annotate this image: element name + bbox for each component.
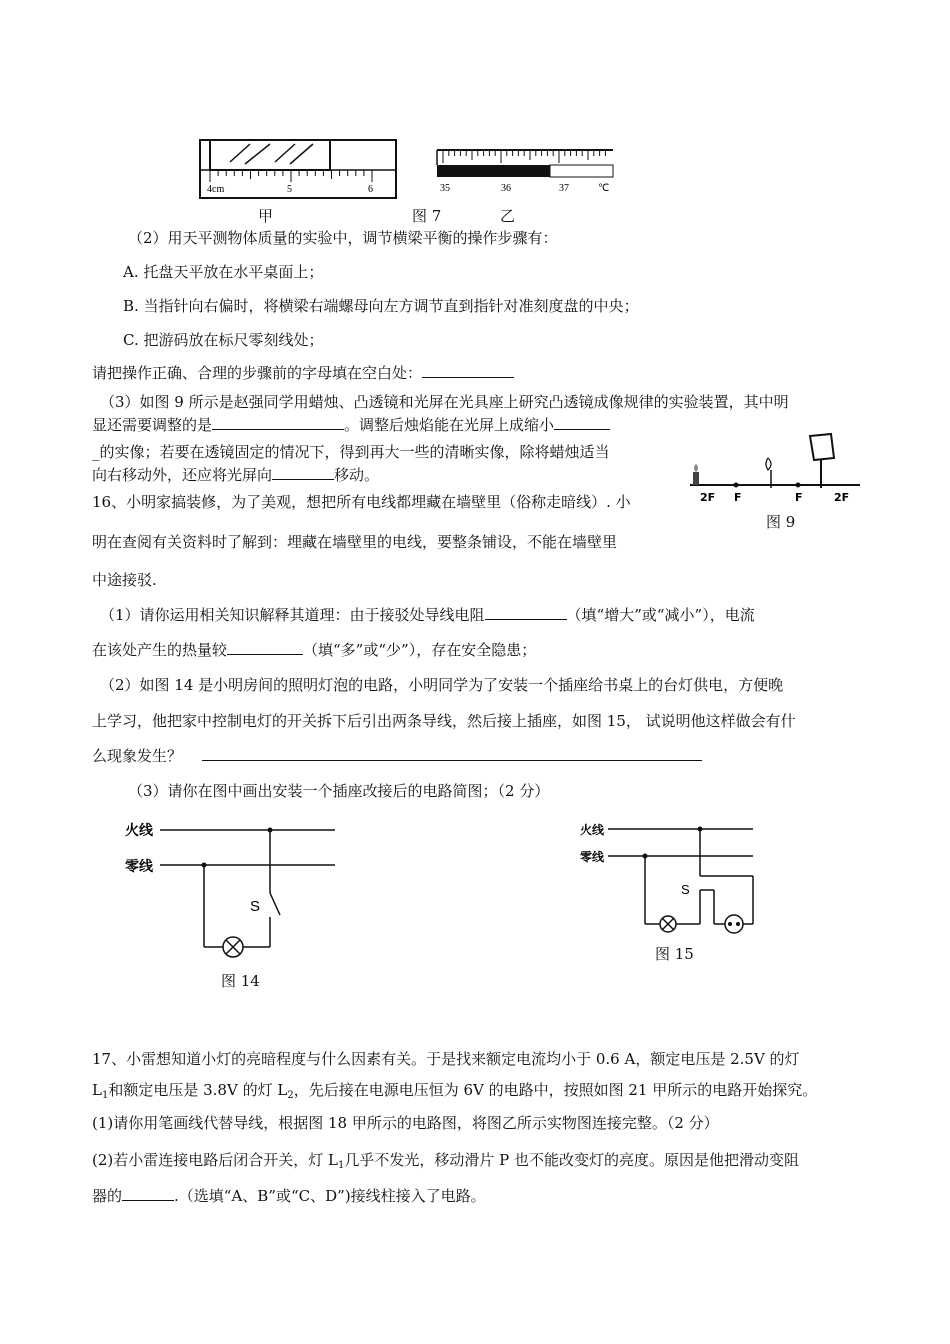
- q17-terminal-blank[interactable]: [122, 1186, 174, 1201]
- q16-line1: 16、小明家搞装修，为了美观，想把所有电线都埋藏在墙壁里（俗称走暗线）. 小: [92, 493, 631, 511]
- q17-line2a: L: [92, 1081, 102, 1099]
- q15-fill-blank[interactable]: [422, 363, 514, 378]
- q16-part2-c: 么现象发生？: [92, 747, 183, 765]
- thermo-tick-37: 37: [559, 183, 569, 194]
- q15-adjust-blank[interactable]: [212, 415, 344, 430]
- q15-option-b: B. 当指针向右偏时，将横梁右端螺母向左方调节直到指针对准刻度盘的中央；: [123, 297, 639, 315]
- fig15-lamp-icon: [660, 916, 676, 932]
- figure-7-label-b: 乙: [500, 207, 516, 225]
- figure-9-optical-bench: [688, 430, 868, 510]
- q15-part3-line1: （3）如图 9 所示是赵强同学用蜡烛、凸透镜和光屏在光具座上研究凸透镜成像规律的实验装置，其中明: [100, 393, 789, 411]
- q16-part3: （3）请你在图中画出安装一个插座改接后的电路简图；（2 分）: [128, 782, 550, 800]
- q15-part3-line4b: 移动。: [334, 466, 380, 484]
- fig9-mark-f-left: F: [734, 491, 742, 504]
- q17-part2-line1: [92, 1150, 799, 1176]
- figure-7-caption: 图 7: [412, 207, 442, 225]
- q16-part2-line1: （2）如图 14 是小明房间的照明灯泡的电路，小明同学为了安装一个插座给书桌上的台灯供电，方便晚: [100, 676, 784, 694]
- figure-14-caption: 图 14: [221, 972, 260, 990]
- ruler-tick-4cm: 4cm: [207, 184, 225, 195]
- q16-part1-a: （1）请你运用相关知识解释其道理：由于接驳处导线电阻: [100, 606, 485, 624]
- thermo-tick-36: 36: [501, 183, 511, 194]
- fig9-mark-2f-left: 2F: [700, 491, 716, 504]
- fig14-switch-label: S: [250, 898, 261, 915]
- figure-9-caption: 图 9: [766, 513, 796, 531]
- ruler-tick-6: 6: [368, 184, 373, 195]
- fig15-switch-label: S: [681, 882, 690, 897]
- q16-heat-blank[interactable]: [227, 640, 303, 655]
- q17-line1: 17、小雷想知道小灯的亮暗程度与什么因素有关。于是找来额定电流均小于 0.6 A，额定电压是 2.5V 的灯: [92, 1050, 800, 1068]
- fig14-lamp-icon: [223, 937, 243, 957]
- q16-resistance-blank[interactable]: [485, 605, 567, 620]
- q16-line3: 中途接驳.: [92, 571, 157, 589]
- fig9-mark-f-right: F: [795, 491, 803, 504]
- q16-part1-line2: [92, 640, 536, 660]
- q15-screen-blank[interactable]: [272, 465, 334, 480]
- q16-part1-d: （填“多”或“少”），存在安全隐患；: [303, 641, 537, 659]
- q16-part1-line1: [100, 605, 755, 625]
- fig9-mark-2f-right: 2F: [834, 491, 850, 504]
- figure-14-circuit: [120, 815, 350, 965]
- q15-fill-prompt-text: 请把操作正确、合理的步骤前的字母填在空白处：: [92, 364, 423, 382]
- q16-part1-c: 在该处产生的热量较: [92, 641, 228, 659]
- q16-part2-line3: [92, 746, 702, 766]
- q15-fill-prompt: [92, 363, 514, 383]
- q17-part2b: 几乎不发光，移动滑片 P 也不能改变灯的亮度。原因是他把滑动变阻: [344, 1151, 799, 1169]
- q15-part3-line2: [92, 415, 610, 435]
- q16-phenomenon-blank[interactable]: [202, 746, 702, 761]
- fig15-socket-icon: [725, 915, 743, 933]
- fig14-live-label: 火线: [125, 823, 153, 839]
- q17-line2: [92, 1080, 817, 1106]
- figure-7-ruler: [195, 130, 405, 205]
- q16-part1-b: （填“增大”或“减小”），电流: [566, 606, 755, 624]
- q17-line2c: ，先后接在电源电压恒为 6V 的电路中，按照如图 21 甲所示的电路开始探究。: [293, 1081, 818, 1099]
- q16-line2: 明在查阅有关资料时了解到：埋藏在墙壁里的电线，要整条铺设，不能在墙壁里: [92, 533, 618, 551]
- q15-part3-line2b: 。调整后烛焰能在光屏上成缩小: [344, 416, 555, 434]
- q17-line2b: 和额定电压是 3.8V 的灯 L: [108, 1081, 288, 1099]
- figure-15-circuit: [578, 818, 778, 938]
- q15-part3-line4a: 向右移动外，还应将光屏向: [92, 466, 273, 484]
- fig15-neutral-label: 零线: [580, 850, 605, 864]
- ruler-tick-5: 5: [287, 184, 292, 195]
- q16-part2-line2: 上学习，他把家中控制电灯的开关拆下后引出两条导线，然后接上插座，如图 15， 试说明他这样做会有什: [92, 712, 796, 730]
- q15-option-c: C. 把游码放在标尺零刻线处；: [123, 331, 324, 349]
- q17-part2c: 器的: [92, 1187, 123, 1205]
- thermo-unit: ℃: [598, 183, 610, 194]
- q15-part2-intro: （2）用天平测物体质量的实验中，调节横梁平衡的操作步骤有：: [128, 229, 558, 247]
- figure-7-thermometer: [435, 140, 615, 195]
- q17-line2-sub2: 2: [287, 1090, 294, 1101]
- q17-part1: (1)请你用笔画线代替导线，根据图 18 甲所示的电路图，将图乙所示实物图连接完整。（2 分）: [92, 1114, 719, 1132]
- figure-7-label-a: 甲: [258, 207, 274, 225]
- q17-part2-sub: 1: [337, 1160, 345, 1171]
- figure-15-caption: 图 15: [655, 945, 694, 963]
- q17-part2-line2: [92, 1186, 486, 1206]
- q15-part3-line3: _的实像；若要在透镜固定的情况下，得到再大一些的清晰实像，除将蜡烛适当: [92, 443, 610, 461]
- q17-part2d: .（选填“A、B”或“C、D”)接线柱接入了电路。: [174, 1187, 486, 1205]
- q15-image-blank[interactable]: [554, 415, 610, 430]
- q17-part2a: (2)若小雷连接电路后闭合开关，灯 L: [92, 1151, 338, 1169]
- q15-part3-line4: [92, 465, 379, 485]
- q15-part3-line2a: 显还需要调整的是: [92, 416, 213, 434]
- q17-line2-sub1: 1: [101, 1090, 109, 1101]
- fig14-neutral-label: 零线: [125, 859, 153, 875]
- fig15-live-label: 火线: [580, 823, 605, 837]
- q15-option-a: A. 托盘天平放在水平桌面上；: [123, 263, 324, 281]
- thermo-tick-35: 35: [440, 183, 450, 194]
